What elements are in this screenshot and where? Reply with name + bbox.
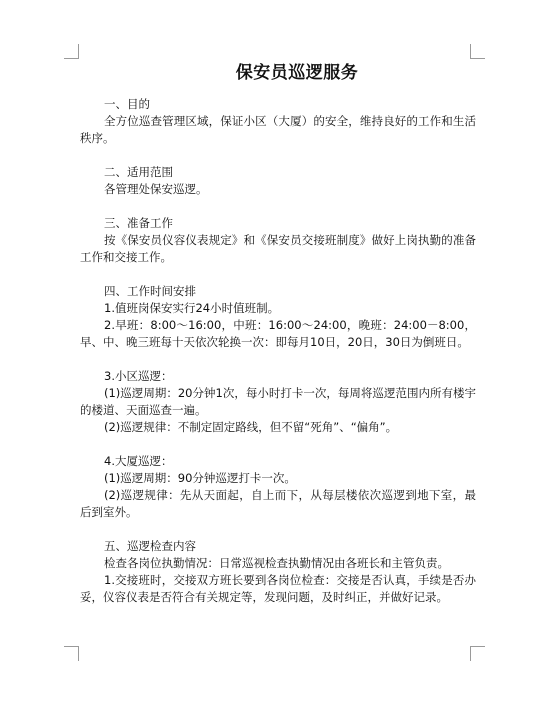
document-body — [80, 96, 476, 606]
section-heading-scope: 二、适用范围 — [104, 165, 173, 179]
section-heading-schedule: 四、工作时间安排 — [104, 284, 196, 298]
document-title: 保安员巡逻服务 — [235, 63, 359, 83]
section-text-scope: 各管理处保安巡逻。 — [104, 182, 208, 196]
schedule-item-4-pattern: (2)巡逻规律：先从天面起，自上而下，从每层楼依次巡逻到地下室，最后到室外。 — [80, 488, 476, 519]
margin-corner-top-left — [64, 44, 79, 59]
schedule-item-4-heading: 4.大厦巡逻： — [104, 454, 173, 468]
margin-corner-bottom-right — [470, 646, 485, 661]
section-heading-purpose: 一、目的 — [104, 97, 150, 111]
schedule-item-1: 1.值班岗保安实行24小时值班制。 — [104, 301, 280, 315]
schedule-item-3-heading: 3.小区巡逻： — [104, 369, 173, 383]
schedule-item-2: 2.早班：8:00～16:00，中班：16:00～24:00，晚班：24:00－8:00，早、中、晚三班每十天依次轮换一次：即每月10日，20日，30日为倒班日。 — [80, 318, 476, 349]
section-text-inspection: 检查各岗位执勤情况：日常巡视检查执勤情况由各班长和主管负责。 — [104, 556, 449, 570]
schedule-item-3-pattern: (2)巡逻规律：不制定固定路线，但不留“死角”、“偏角”。 — [104, 420, 398, 434]
section-heading-preparation: 三、准备工作 — [104, 216, 173, 230]
section-text-preparation: 按《保安员仪容仪表规定》和《保安员交接班制度》做好上岗执勤的准备工作和交接工作。 — [80, 233, 476, 264]
section-text-purpose: 全方位巡查管理区域，保证小区（大厦）的安全，维持良好的工作和生活秩序。 — [80, 114, 476, 145]
schedule-item-3-cycle: (1)巡逻周期：20分钟1次，每小时打卡一次，每周将巡逻范围内所有楼宇的楼道、天面巡查一遍。 — [80, 386, 476, 417]
inspection-item-1: 1.交接班时，交接双方班长要到各岗位检查：交接是否认真，手续是否办妥，仪容仪表是否符合有关规定等，发现问题，及时纠正，并做好记录。 — [80, 573, 476, 604]
section-heading-inspection: 五、巡逻检查内容 — [104, 539, 196, 553]
margin-corner-bottom-left — [64, 646, 79, 661]
margin-corner-top-right — [470, 44, 485, 59]
schedule-item-4-cycle: (1)巡逻周期：90分钟巡逻打卡一次。 — [104, 471, 296, 485]
